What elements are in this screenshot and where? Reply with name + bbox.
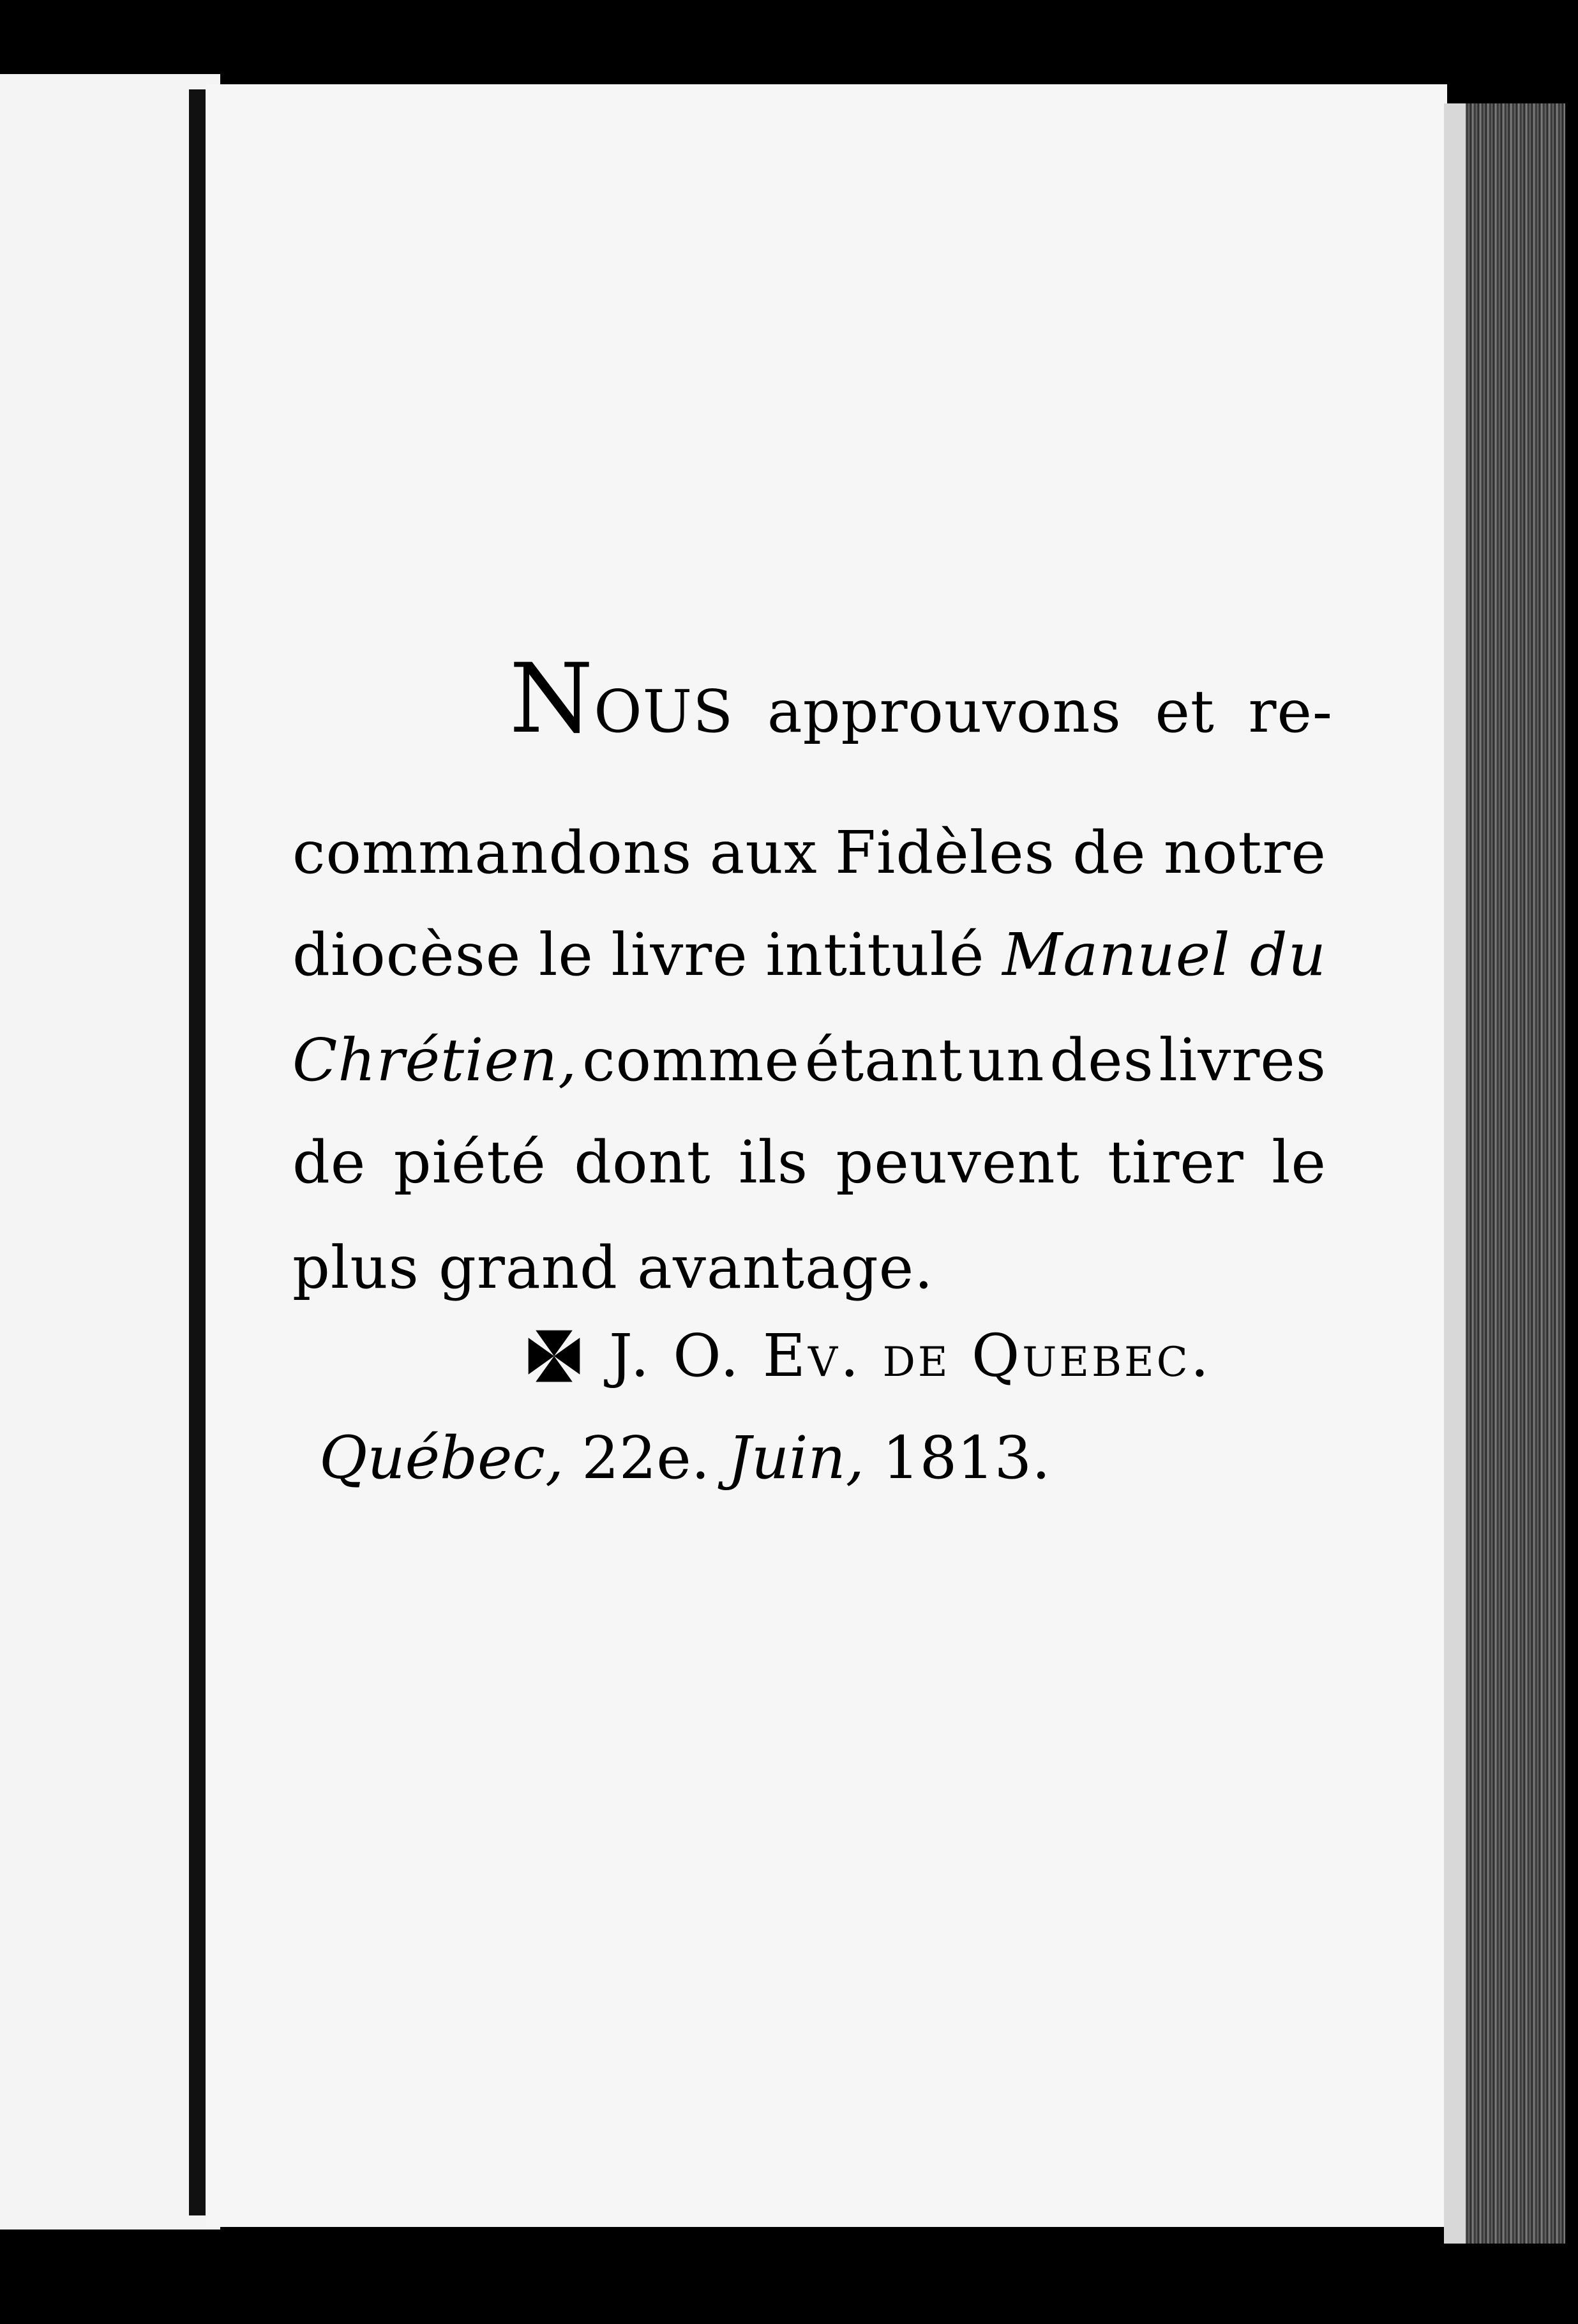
word: comme	[582, 1026, 800, 1094]
word: peuvent	[836, 1128, 1080, 1196]
drop-cap: N	[509, 644, 594, 755]
bishop-signature	[523, 1322, 1212, 1390]
word: ils	[739, 1128, 809, 1196]
book-title-part-1: Manuel du	[1002, 921, 1326, 989]
facing-page	[0, 74, 220, 2230]
word: re-	[1248, 677, 1333, 746]
approbation-line-4	[292, 1026, 1326, 1094]
word: étant	[804, 1026, 963, 1094]
date-day: 22e.	[582, 1424, 710, 1492]
word: des	[1049, 1026, 1154, 1094]
approbation-line-2	[292, 819, 1326, 887]
word: aux	[709, 819, 818, 887]
word: et	[1155, 677, 1215, 746]
word: le	[538, 921, 594, 989]
word: diocèse	[292, 921, 522, 989]
word: un	[967, 1026, 1045, 1094]
word: le	[1272, 1128, 1326, 1196]
word: intitulé	[765, 921, 985, 989]
word: tirer	[1107, 1128, 1244, 1196]
page-fore-edge-highlight	[1444, 103, 1466, 2244]
word: approuvons	[767, 677, 1122, 746]
book-gutter	[189, 89, 206, 2215]
approbation-line-6: plus grand avantage.	[292, 1234, 934, 1302]
word: de	[292, 1128, 366, 1196]
dateline	[319, 1424, 1050, 1492]
word: piété	[393, 1128, 546, 1196]
signature-text: J. O. Ev. de Quebec.	[609, 1322, 1212, 1390]
word: Fidèles	[835, 819, 1055, 887]
opening-word	[509, 644, 734, 755]
word: commandons	[292, 819, 693, 887]
word: notre	[1163, 819, 1326, 887]
maltese-cross-icon	[523, 1325, 585, 1387]
word: livres	[1159, 1026, 1326, 1094]
opening-word-rest: OUS	[594, 677, 734, 746]
book-title-part-2: Chrétien,	[292, 1026, 578, 1094]
approbation-line-5	[292, 1128, 1326, 1196]
approbation-line-1	[509, 644, 1333, 755]
approbation-line-3	[292, 921, 1326, 989]
word: de	[1072, 819, 1146, 887]
date-year: 1813.	[882, 1424, 1051, 1492]
date-place: Québec,	[319, 1424, 564, 1492]
word: dont	[574, 1128, 711, 1196]
word: livre	[611, 921, 748, 989]
date-month: Juin,	[728, 1424, 865, 1492]
